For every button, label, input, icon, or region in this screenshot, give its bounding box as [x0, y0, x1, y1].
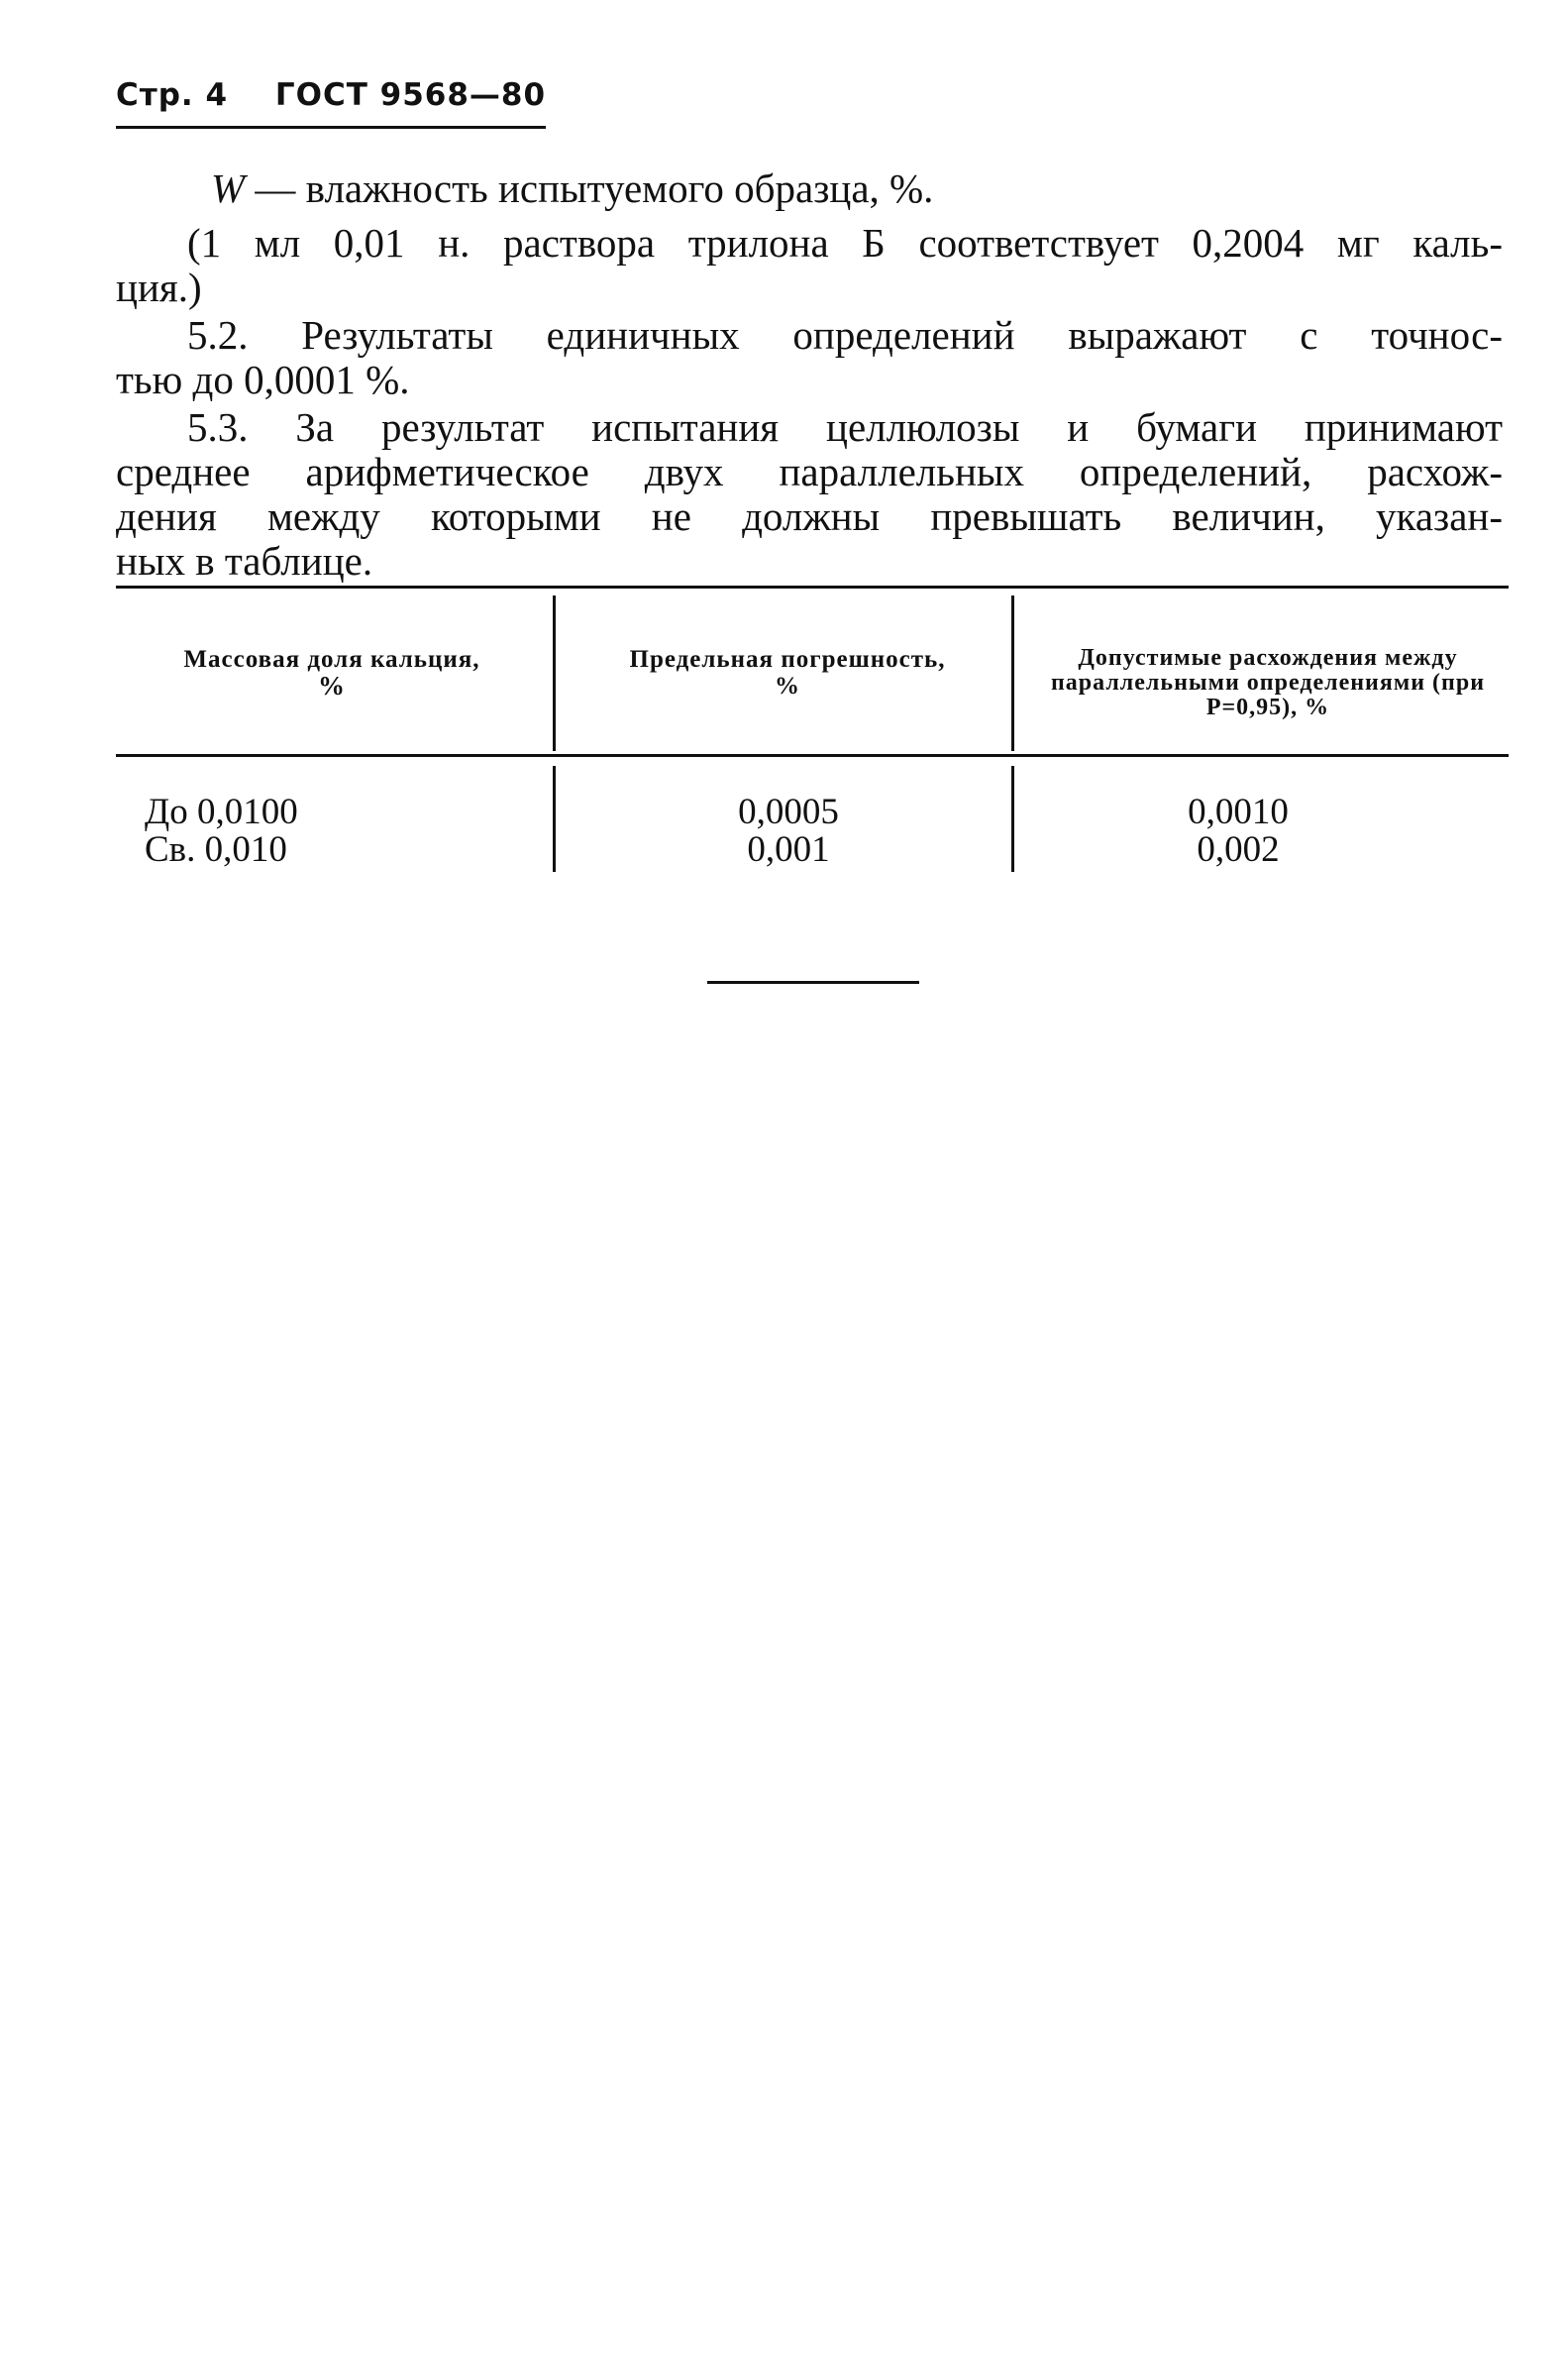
column-header-allowed-difference: Допустимые расхождения между параллельными определениями (при P=0,95), %	[1050, 645, 1486, 720]
table-row-1-difference: 0,0010	[1188, 792, 1289, 832]
table-top-rule	[116, 586, 1509, 589]
paragraph-5-3-line-2: среднее арифметическое двух параллельных определений, расхож-	[116, 449, 1503, 494]
table-divider-2-body	[1011, 766, 1014, 872]
variable-w: W	[211, 165, 246, 211]
column-header-limit-error: Предельная погрешность, %	[629, 646, 946, 700]
page-number: 4	[205, 77, 229, 113]
paragraph-5-3-line-3: дения между которыми не должны превышать величин, указан-	[116, 493, 1503, 539]
body-text	[116, 166, 1503, 584]
page-header	[116, 77, 546, 113]
table-header-rule	[116, 754, 1509, 757]
paragraph-5-3-line-1: 5.3. За результат испытания целлюлозы и бумаги принимают	[187, 404, 1503, 450]
table-row-1-limit: 0,0005	[738, 792, 839, 832]
table-divider-1-header	[553, 595, 556, 751]
paragraph-5-2-line-2: тью до 0,0001 %.	[116, 357, 410, 402]
header-rule	[116, 126, 546, 129]
table-row-1-fraction: До 0,0100	[145, 792, 298, 832]
paragraph-5-3-line-4: ных в таблице.	[116, 538, 373, 584]
paragraph-note-line-2: ция.)	[116, 265, 202, 310]
standard-number: ГОСТ 9568—80	[274, 77, 547, 113]
end-rule	[707, 981, 919, 984]
table-row-2-limit: 0,001	[747, 829, 830, 870]
paragraph-note-line-1: (1 мл 0,01 н. раствора трилона Б соответствует 0,2004 мг каль-	[187, 220, 1503, 266]
page-label: Стр.	[116, 77, 194, 113]
paragraph-w-definition: W — влажность испытуемого образца, %.	[211, 165, 934, 211]
table-row-2-fraction: Св. 0,010	[145, 829, 287, 870]
table-row-2-difference: 0,002	[1197, 829, 1280, 870]
paragraph-5-2-line-1: 5.2. Результаты единичных определений выражают с точнос-	[187, 312, 1503, 358]
table-divider-2-header	[1011, 595, 1014, 751]
table-divider-1-body	[553, 766, 556, 872]
column-header-mass-fraction: Массовая доля кальция, %	[183, 646, 480, 701]
